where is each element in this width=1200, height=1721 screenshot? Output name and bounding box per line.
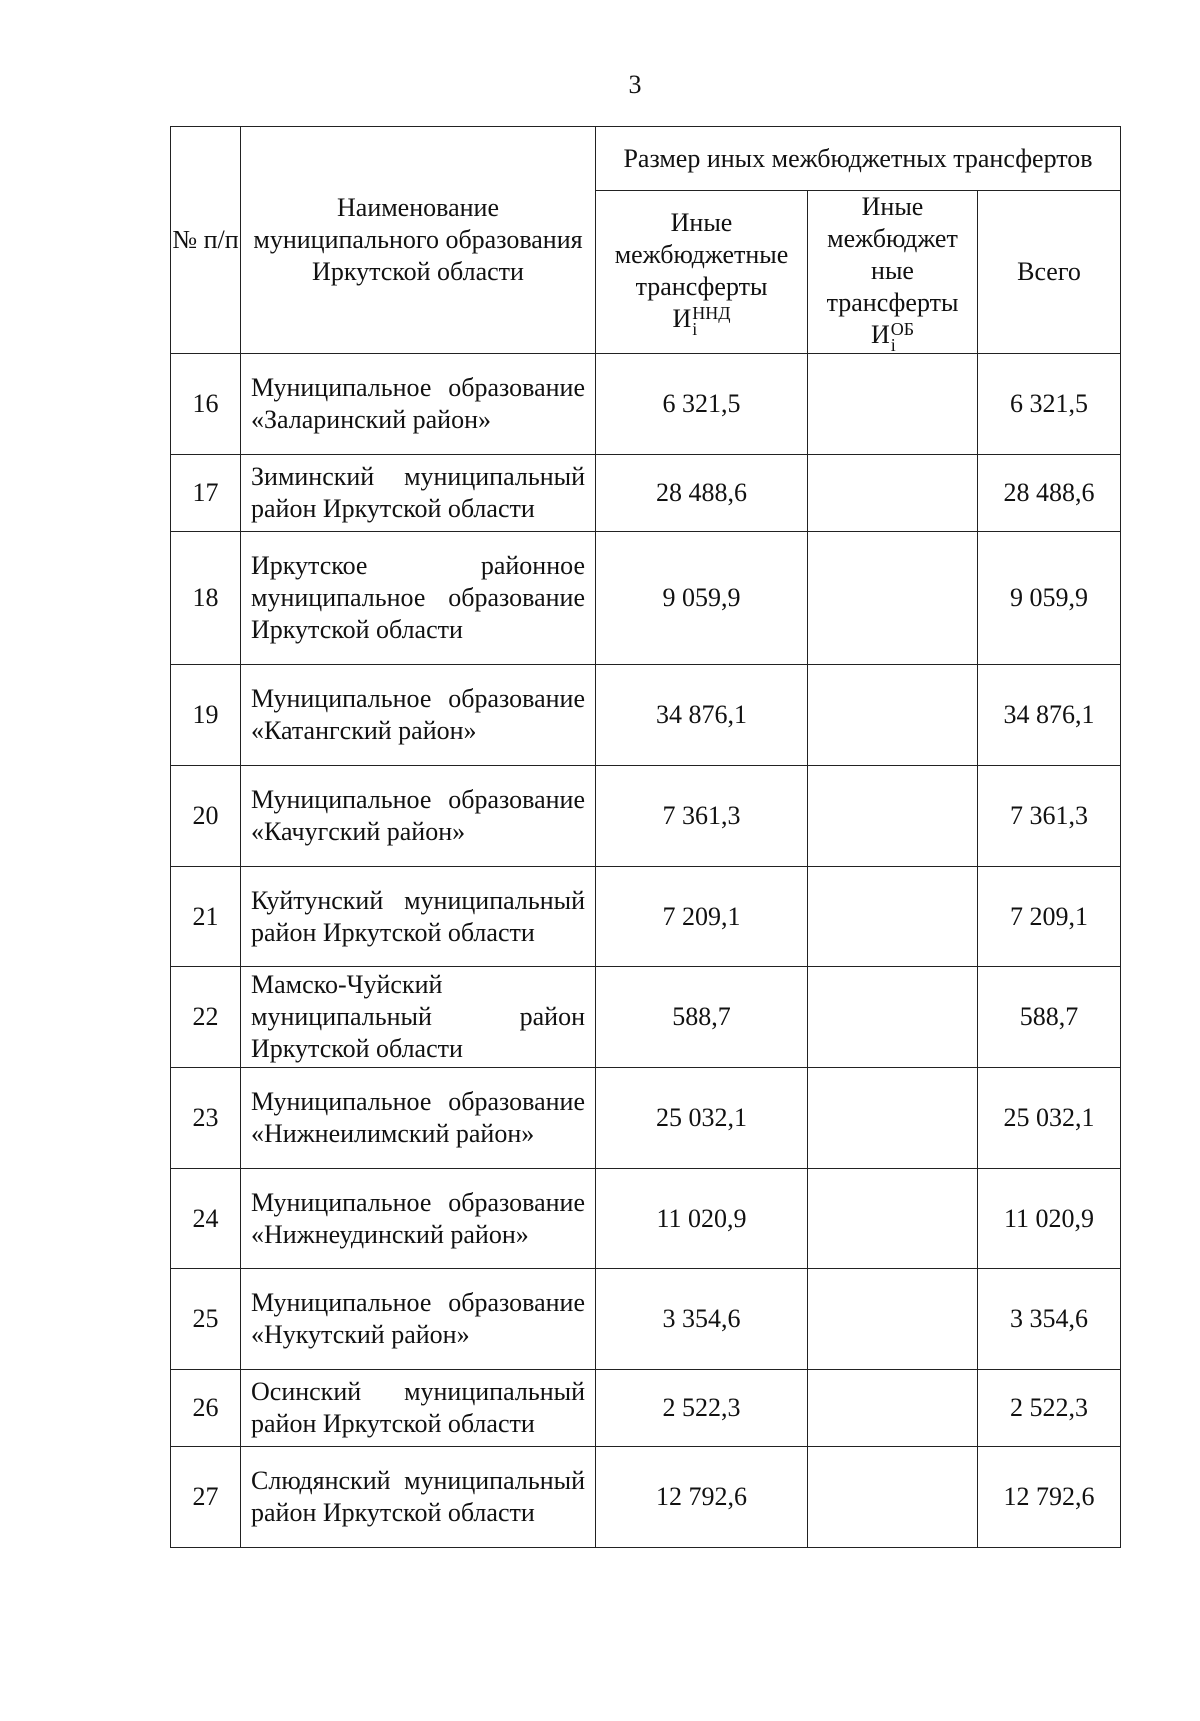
row-nnd-value: 6 321,5 [596,354,808,455]
transfers-table [170,126,1121,1548]
row-name: Муниципальное образование «Заларинский район» [241,354,596,455]
row-ob-value [808,1068,978,1169]
table-row [171,1370,1121,1447]
row-number: 25 [171,1269,241,1370]
row-ob-value [808,354,978,455]
row-number: 23 [171,1068,241,1169]
row-ob-value [808,1370,978,1447]
row-number: 19 [171,665,241,766]
row-ob-value [808,967,978,1068]
row-name: Муниципальное образование «Нукутский район» [241,1269,596,1370]
table-row [171,354,1121,455]
header-ob-formula [808,319,977,356]
row-nnd-value: 9 059,9 [596,532,808,665]
header-name: Наименование муниципального образования Иркутской области [241,127,596,354]
table-row [171,1269,1121,1370]
table-row [171,455,1121,532]
row-total-value: 12 792,6 [978,1447,1121,1548]
row-number: 17 [171,455,241,532]
row-nnd-value: 28 488,6 [596,455,808,532]
row-number: 16 [171,354,241,455]
row-total-value: 6 321,5 [978,354,1121,455]
row-nnd-value: 7 361,3 [596,766,808,867]
row-ob-value [808,532,978,665]
row-ob-value [808,665,978,766]
header-number: № п/п [171,127,241,354]
nnd-subscript: i [692,319,698,340]
row-ob-value [808,766,978,867]
row-total-value: 9 059,9 [978,532,1121,665]
row-number: 26 [171,1370,241,1447]
row-nnd-value: 2 522,3 [596,1370,808,1447]
row-total-value: 7 361,3 [978,766,1121,867]
ob-superscript: ОБ [890,319,915,340]
header-nnd-label: Иные межбюджетные трансферты [614,208,789,301]
row-number: 18 [171,532,241,665]
row-name: Зиминский муниципальный район Иркутской области [241,455,596,532]
row-total-value: 28 488,6 [978,455,1121,532]
nnd-superscript: ННД [692,303,731,324]
row-ob-value [808,1269,978,1370]
row-name: Куйтунский муниципальный район Иркутской области [241,867,596,967]
row-name: Слюдянский муниципальный район Иркутской области [241,1447,596,1548]
row-ob-value [808,1447,978,1548]
table-row [171,1169,1121,1269]
row-name: Муниципальное образование «Катангский район» [241,665,596,766]
row-total-value: 25 032,1 [978,1068,1121,1169]
table-row [171,532,1121,665]
row-total-value: 11 020,9 [978,1169,1121,1269]
row-name: Муниципальное образование «Нижнеилимский район» [241,1068,596,1169]
row-nnd-value: 25 032,1 [596,1068,808,1169]
row-nnd-value: 588,7 [596,967,808,1068]
row-total-value: 588,7 [978,967,1121,1068]
row-nnd-value: 34 876,1 [596,665,808,766]
header-ob [808,191,978,354]
row-nnd-value: 3 354,6 [596,1269,808,1370]
row-number: 20 [171,766,241,867]
page-number: 3 [628,70,642,99]
row-ob-value [808,455,978,532]
row-name: Осинский муниципальный район Иркутской области [241,1370,596,1447]
row-number: 22 [171,967,241,1068]
row-ob-value [808,1169,978,1269]
row-nnd-value: 11 020,9 [596,1169,808,1269]
header-size-group: Размер иных межбюджетных трансфертов [596,127,1121,191]
row-number: 21 [171,867,241,967]
row-name: Мамско-Чуйский муниципальный район Иркутской области [241,967,596,1068]
row-total-value: 7 209,1 [978,867,1121,967]
table-row [171,665,1121,766]
row-number: 24 [171,1169,241,1269]
row-total-value: 34 876,1 [978,665,1121,766]
row-total-value: 3 354,6 [978,1269,1121,1370]
header-nnd-formula [596,303,807,340]
row-nnd-value: 7 209,1 [596,867,808,967]
ob-symbol: И [870,320,890,349]
row-total-value: 2 522,3 [978,1370,1121,1447]
table-row [171,1068,1121,1169]
table-row [171,967,1121,1068]
header-nnd [596,191,808,354]
header-ob-label: Иные межбюджет ные трансферты [826,192,959,317]
table-row [171,766,1121,867]
row-name: Муниципальное образование «Качугский район» [241,766,596,867]
row-name: Иркутское районное муниципальное образование Иркутской области [241,532,596,665]
row-number: 27 [171,1447,241,1548]
row-name: Муниципальное образование «Нижнеудинский район» [241,1169,596,1269]
ob-subscript: i [890,335,896,356]
table-row [171,1447,1121,1548]
nnd-symbol: И [672,304,692,333]
header-total: Всего [978,191,1121,354]
row-nnd-value: 12 792,6 [596,1447,808,1548]
row-ob-value [808,867,978,967]
table-row [171,867,1121,967]
